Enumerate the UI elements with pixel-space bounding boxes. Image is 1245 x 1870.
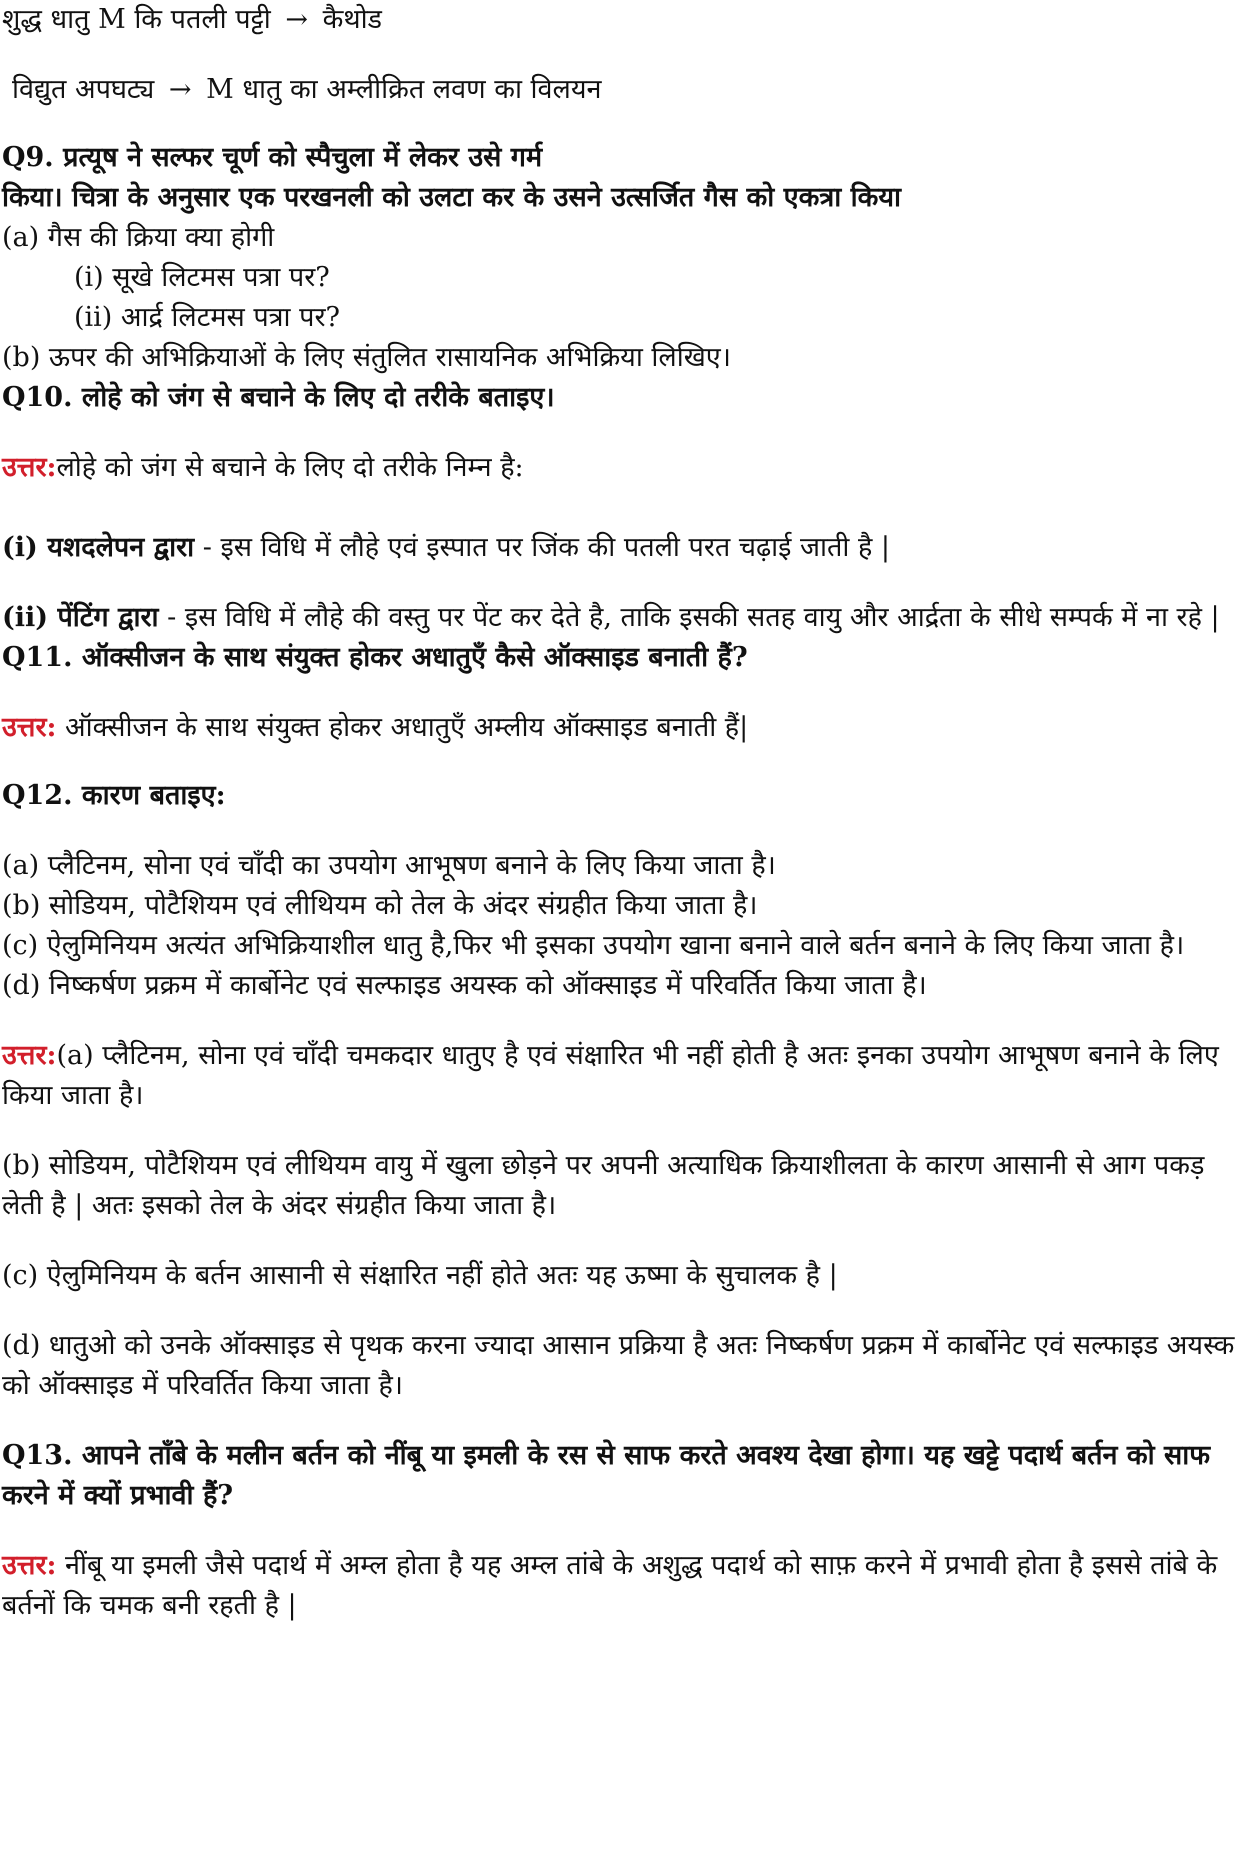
answer-label: उत्तर: xyxy=(2,1550,57,1581)
q10-point-1-title: (i) यशदलेपन द्वारा xyxy=(2,532,195,563)
q11-question: Q11. ऑक्सीजन के साथ संयुक्त होकर अधातुएँ कैसे ऑक्साइड बनाती हैं? xyxy=(2,642,748,673)
q12-answer-a xyxy=(2,1036,1240,1116)
q10-answer xyxy=(2,448,1240,488)
q9-question-line1: Q9. प्रत्यूष ने सल्फर चूर्ण को स्पैचुला में लेकर उसे गर्म xyxy=(2,142,543,173)
q12-answer-d: (d) धातुओ को उनके ऑक्साइड से पृथक करना ज्यादा आसान प्रक्रिया है अतः निष्कर्षण प्रक्रम में कार्बोनेट एवं सल्फाइड अयस्क को ऑक्साइड में परिवर्तित किया जाता है। xyxy=(2,1330,1235,1401)
q9-part-a-i: (i) सूखे लिटमस पत्रा पर? xyxy=(74,262,330,293)
q9-part-a: (a) गैस की क्रिया क्या होगी xyxy=(2,222,275,253)
q12-question: Q12. कारण बताइए: xyxy=(2,780,226,811)
answer-label: उत्तर: xyxy=(2,1040,57,1071)
right-arrow-icon: → xyxy=(285,4,308,35)
q12-item-b: (b) सोडियम, पोटैशियम एवं लीथियम को तेल के अंदर संग्रहीत किया जाता है। xyxy=(2,890,758,921)
answer-label: उत्तर: xyxy=(2,452,57,483)
q11-answer-text: ऑक्सीजन के साथ संयुक्त होकर अधातुएँ अम्लीय ऑक्साइड बनाती हैं| xyxy=(56,712,749,743)
q9-part-a-ii: (ii) आर्द्र लिटमस पत्रा पर? xyxy=(74,302,340,333)
q9-question-line2: किया। चित्रा के अनुसार एक परखनली को उलटा कर के उसने उत्सर्जित गैस को एकत्रा किया xyxy=(2,182,901,213)
electrolyte-left-text: विद्युत अपघट्य xyxy=(12,74,155,105)
q12-answer-b: (b) सोडियम, पोटैशियम एवं लीथियम वायु में खुला छोड़ने पर अपनी अत्याधिक क्रियाशीलता के कारण आसानी से आग पकड़ लेती है | अतः इसको तेल के अंदर संग्रहीत किया जाता है। xyxy=(2,1150,1205,1221)
document-page xyxy=(2,0,1240,1626)
q13-question: Q13. आपने ताँबे के मलीन बर्तन को नींबू या इमली के रस से साफ करते अवश्य देखा होगा। यह खट्टे पदार्थ बर्तन को साफ करने में क्यों प्रभावी हैं? xyxy=(2,1440,1211,1511)
answer-label: उत्तर: xyxy=(2,712,57,743)
cathode-left-text: शुद्ध धातु M कि पतली पट्टी xyxy=(2,4,271,35)
q10-answer-text: लोहे को जंग से बचाने के लिए दो तरीके निम्न है: xyxy=(56,452,524,483)
q10-question: Q10. लोहे को जंग से बचाने के लिए दो तरीके बताइए। xyxy=(2,382,555,413)
q10-point-1 xyxy=(2,528,1240,568)
q10-point-2-text: - इस विधि में लौहे की वस्तु पर पेंट कर देते है, ताकि इसकी सतह वायु और आर्द्रता के सीधे सम्पर्क में ना रहे | xyxy=(158,602,1220,633)
q13-answer xyxy=(2,1546,1240,1626)
q10-point-1-text: - इस विधि में लौहे एवं इस्पात पर जिंक की पतली परत चढ़ाई जाती है | xyxy=(194,532,891,563)
q10-point-2-title: (ii) पेंटिंग द्वारा xyxy=(2,602,159,633)
electrolyte-line xyxy=(2,70,1240,110)
q13-answer-text: नींबू या इमली जैसे पदार्थ में अम्ल होता है यह अम्ल तांबे के अशुद्ध पदार्थ को साफ़ करने में प्रभावी होता है इससे तांबे के बर्तनों कि चमक बनी रहती है | xyxy=(2,1550,1218,1621)
q11-answer xyxy=(2,708,1240,748)
right-arrow-icon: → xyxy=(168,74,192,105)
q9-part-b: (b) ऊपर की अभिक्रियाओं के लिए संतुलित रासायनिक अभिक्रिया लिखिए। xyxy=(2,342,731,373)
q12-answer-c: (c) ऐलुमिनियम के बर्तन आसानी से संक्षारित नहीं होते अतः यह ऊष्मा के सुचालक है | xyxy=(2,1260,838,1291)
cathode-right-text: कैथोड xyxy=(322,4,383,35)
electrolyte-right-text: M धातु का अम्लीक्रित लवण का विलयन xyxy=(206,74,602,105)
q12-item-c: (c) ऐलुमिनियम अत्यंत अभिक्रियाशील धातु है,फिर भी इसका उपयोग खाना बनाने वाले बर्तन बनाने के लिए किया जाता है। xyxy=(2,930,1185,961)
cathode-line xyxy=(2,0,1240,40)
q12-answer-a-text: (a) प्लैटिनम, सोना एवं चाँदी चमकदार धातुए है एवं संक्षारित भी नहीं होती है अतः इनका उपयोग आभूषण बनाने के लिए किया जाता है। xyxy=(2,1040,1219,1111)
q12-item-d: (d) निष्कर्षण प्रक्रम में कार्बोनेट एवं सल्फाइड अयस्क को ऑक्साइड में परिवर्तित किया जाता है। xyxy=(2,970,927,1001)
q10-point-2 xyxy=(2,598,1240,638)
q12-item-a: (a) प्लैटिनम, सोना एवं चाँदी का उपयोग आभूषण बनाने के लिए किया जाता है। xyxy=(2,850,776,881)
